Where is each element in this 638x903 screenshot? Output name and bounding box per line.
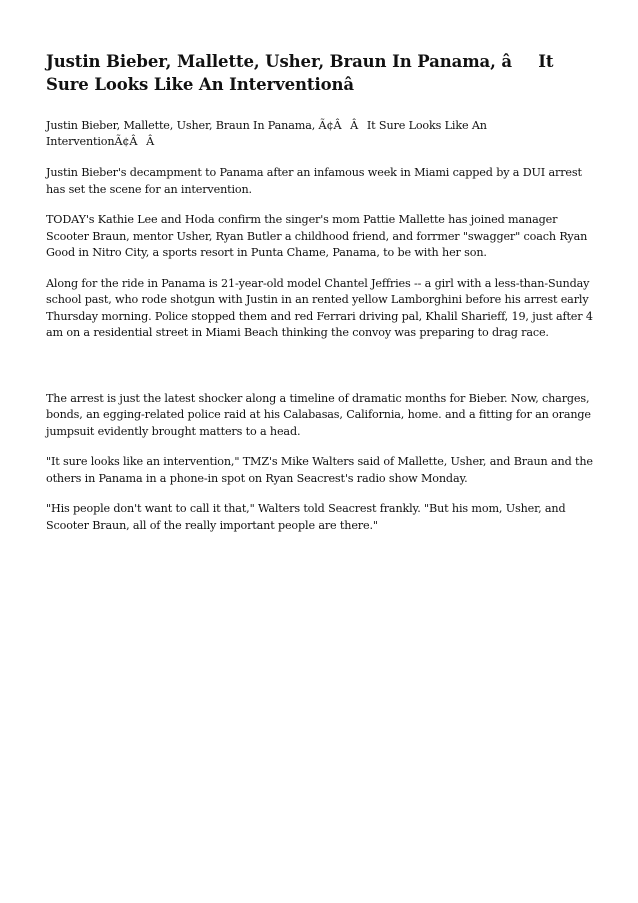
paragraph-walters-quote: "His people don't want to call it that," Walters told Seacrest frankly. "But his mom, Usher, and Scooter Braun, all of the really important people are there." [46, 502, 566, 532]
paragraph-tmz-quote: "It sure looks like an intervention," TMZ's Mike Walters said of Mallette, Usher, and Braun and the others in Panama in a phone-in spot on Ryan Seacrest's radio show Monday. [46, 455, 593, 485]
paragraph-gap [46, 356, 594, 391]
paragraph-along-for-ride: Along for the ride in Panama is 21-year-old model Chantel Jeffries -- a girl with a less-than-Sunday school past, who rode shotgun with Justin in an rented yellow Lamborghini before his arrest early Thursday morning. Police stopped them and red Ferrari driving pal, Khalil Sharieff, 19, just after 4 am on a residential street in Miami Beach thinking the convoy was preparing to drag race. [46, 276, 593, 339]
paragraph-intro: Justin Bieber's decampment to Panama after an infamous week in Miami capped by a DUI arrest has set the scene for an intervention. [46, 166, 582, 196]
paragraph-today-confirm: TODAY's Kathie Lee and Hoda confirm the singer's mom Pattie Mallette has joined manager Scooter Braun, mentor Usher, Ryan Butler a childhood friend, and forrmer "swagger" coach Ryan Good in Nitro City, a sports resort in Punta Chame, Panama, to be with her son. [46, 213, 588, 259]
article-title: Justin Bieber, Mallette, Usher, Braun In Panama, âIt Sure Looks Like An Interventionâ [46, 52, 554, 94]
article-subtitle: Justin Bieber, Mallette, Usher, Braun In Panama, Ã¢ÂÂIt Sure Looks Like An InterventionÃ¢ÂÂ [46, 119, 487, 148]
document-page [46, 50, 594, 548]
paragraph-arrest-shocker: The arrest is just the latest shocker along a timeline of dramatic months for Bieber. Now, charges, bonds, an egging-related police raid at his Calabasas, California, home. and a fitting for an orange jumpsuit evidently brought matters to a head. [46, 391, 591, 438]
